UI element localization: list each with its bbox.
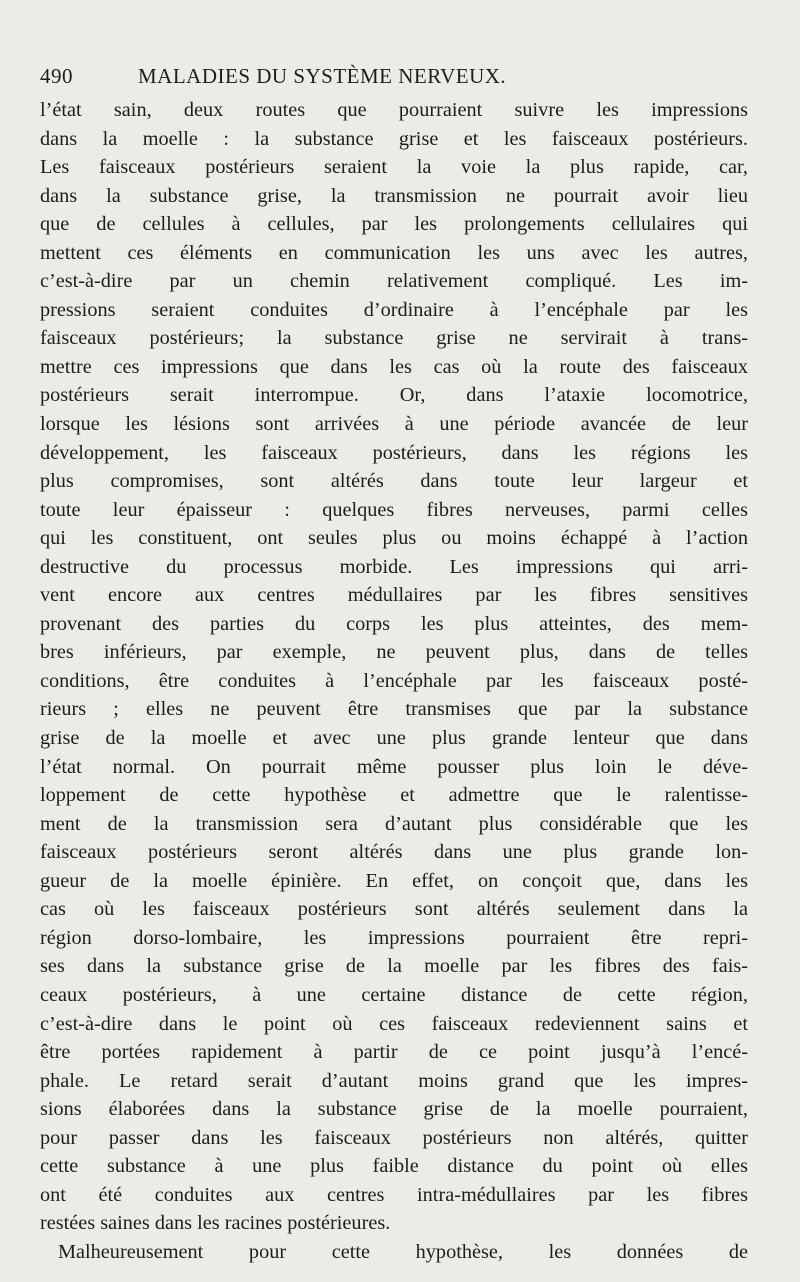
- text-line: rieurs ; elles ne peuvent être transmises que par la substance: [40, 698, 748, 721]
- text-line: provenant des parties du corps les plus atteintes, des mem-: [40, 612, 748, 635]
- text-line: Les faisceaux postérieurs seraient la voie la plus rapide, car,: [40, 156, 748, 179]
- text-line: plus compromises, sont altérés dans toute leur largeur et: [40, 470, 748, 493]
- text-line: phale. Le retard serait d’autant moins grand que les impres-: [40, 1069, 748, 1092]
- text-line: c’est-à-dire dans le point où ces faisceaux redeviennent sains et: [40, 1012, 748, 1035]
- text-line: développement, les faisceaux postérieurs, dans les régions les: [40, 441, 748, 464]
- text-line: sions élaborées dans la substance grise de la moelle pourraient,: [40, 1098, 748, 1121]
- text-line: l’état normal. On pourrait même pousser plus loin le déve-: [40, 755, 748, 778]
- text-line: mettent ces éléments en communication les uns avec les autres,: [40, 241, 748, 264]
- text-line: Malheureusement pour cette hypothèse, les données de: [58, 1240, 748, 1263]
- text-line: dans la substance grise, la transmission ne pourrait avoir lieu: [40, 184, 748, 207]
- text-line: faisceaux postérieurs; la substance grise ne servirait à trans-: [40, 327, 748, 350]
- text-line: région dorso-lombaire, les impressions pourraient être repri-: [40, 926, 748, 949]
- text-line: lorsque les lésions sont arrivées à une période avancée de leur: [40, 413, 748, 436]
- text-line: loppement de cette hypothèse et admettre que le ralentisse-: [40, 784, 748, 807]
- text-line: vent encore aux centres médullaires par les fibres sensitives: [40, 584, 748, 607]
- body-text: [40, 96, 748, 1266]
- text-line: que de cellules à cellules, par les prolongements cellulaires qui: [40, 213, 748, 236]
- text-line: restées saines dans les racines postérieures.: [40, 1212, 391, 1235]
- text-line: ses dans la substance grise de la moelle par les fibres des fais-: [40, 955, 748, 978]
- running-title: MALADIES DU SYSTÈME NERVEUX.: [138, 64, 507, 88]
- text-line: bres inférieurs, par exemple, ne peuvent plus, dans de telles: [40, 641, 748, 664]
- text-line: mettre ces impressions que dans les cas où la route des faisceaux: [40, 355, 748, 378]
- text-line: gueur de la moelle épinière. En effet, on conçoit que, dans les: [40, 869, 748, 892]
- text-line: toute leur épaisseur : quelques fibres nerveuses, parmi celles: [40, 498, 748, 521]
- text-line: ment de la transmission sera d’autant plus considérable que les: [40, 812, 748, 835]
- text-line: destructive du processus morbide. Les impressions qui arri-: [40, 555, 748, 578]
- text-line: pour passer dans les faisceaux postérieurs non altérés, quitter: [40, 1126, 748, 1149]
- text-line: pressions seraient conduites d’ordinaire à l’encéphale par les: [40, 298, 748, 321]
- text-line: faisceaux postérieurs seront altérés dans une plus grande lon-: [40, 841, 748, 864]
- text-line: être portées rapidement à partir de ce point jusqu’à l’encé-: [40, 1041, 748, 1064]
- text-line: ceaux postérieurs, à une certaine distance de cette région,: [40, 983, 748, 1006]
- page-header: [40, 64, 740, 94]
- text-line: cette substance à une plus faible distance du point où elles: [40, 1155, 748, 1178]
- text-line: grise de la moelle et avec une plus grande lenteur que dans: [40, 727, 748, 750]
- text-line: postérieurs serait interrompue. Or, dans l’ataxie locomotrice,: [40, 384, 748, 407]
- text-line: l’état sain, deux routes que pourraient suivre les impressions: [40, 99, 748, 121]
- text-line: dans la moelle : la substance grise et les faisceaux postérieurs.: [40, 127, 748, 150]
- text-line: cas où les faisceaux postérieurs sont altérés seulement dans la: [40, 898, 748, 921]
- page-number: 490: [40, 64, 73, 88]
- text-line: conditions, être conduites à l’encéphale par les faisceaux posté-: [40, 669, 748, 692]
- text-line: qui les constituent, ont seules plus ou moins échappé à l’action: [40, 527, 748, 550]
- text-line: ont été conduites aux centres intra-médullaires par les fibres: [40, 1183, 748, 1206]
- text-line: c’est-à-dire par un chemin relativement compliqué. Les im-: [40, 270, 748, 293]
